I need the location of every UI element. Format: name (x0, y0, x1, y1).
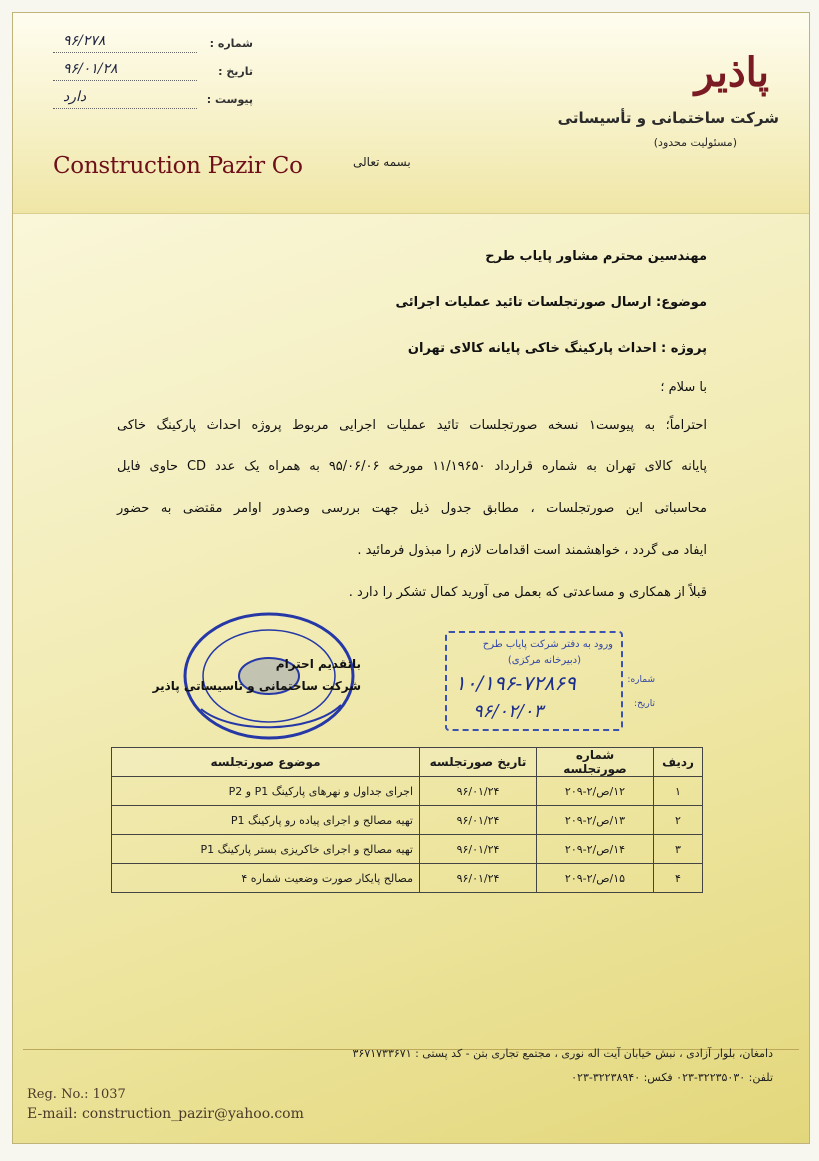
signature-block (153, 653, 361, 697)
cell-row: ۳ (654, 835, 703, 864)
dotted-line (53, 108, 197, 109)
table-row (112, 806, 703, 835)
cell-number: ۱۲/ص/۲-۲۰۹ (537, 777, 654, 806)
cell-number: ۱۵/ص/۲-۲۰۹ (537, 864, 654, 893)
cell-subject: اجرای جداول و نهرهای پارکینگ P1 و P2 (112, 777, 420, 806)
company-english-name: Construction Pazir Co (53, 153, 303, 179)
closing-line: قبلاً از همکاری و مساعدتی که بعمل می آورید کمال تشکر را دارد . (348, 585, 707, 600)
attachment-value: دارد (63, 89, 87, 105)
cell-subject: تهیه مصالح و اجرای پیاده رو پارکینگ P1 (112, 806, 420, 835)
cell-subject: مصالح پایکار صورت وضعیت شماره ۴ (112, 864, 420, 893)
addressee: مهندسین محترم مشاور پایاب طرح (485, 249, 707, 264)
cell-date: ۹۶/۰۱/۲۴ (420, 806, 537, 835)
receipt-stamp (445, 631, 655, 731)
dotted-line (53, 80, 197, 81)
stamp-date: ۹۶/۰۲/۰۳ (473, 701, 544, 722)
letter-number: ۹۶/۲۷۸ (63, 33, 106, 49)
table-row (112, 835, 703, 864)
cell-subject: تهیه مصالح و اجرای خاکریزی بستر پارکینگ P1 (112, 835, 420, 864)
letter-meta (53, 33, 253, 117)
company-logo-name: پاذیر (694, 49, 769, 96)
company-subtitle: شرکت ساختمانی و تأسیساتی (557, 109, 779, 127)
letter-page (12, 12, 810, 1144)
stamp-subtitle: (دبیرخانه مرکزی) (507, 655, 581, 666)
table-row (112, 777, 703, 806)
body-line: محاسباتی این صورتجلسات ، مطابق جدول ذیل جهت بررسی وصدور اوامر مقتضی به حضور (117, 501, 707, 516)
meta-attachment-row (53, 89, 253, 117)
body-line: احتراماً؛ به پیوست۱ نسخه صورتجلسات تائید عملیات اجرایی مربوط پروژه احداث پارکینگ خاکی (117, 418, 707, 433)
cell-date: ۹۶/۰۱/۲۴ (420, 835, 537, 864)
cell-number: ۱۴/ص/۲-۲۰۹ (537, 835, 654, 864)
date-label: تاریخ : (218, 65, 253, 78)
greeting: با سلام ؛ (660, 380, 707, 395)
cell-row: ۱ (654, 777, 703, 806)
table-row (112, 864, 703, 893)
stamp-number: ۱۰/۱۹۶-۷۲۸۶۹ (455, 671, 576, 695)
sign-respect: باتقدیم احترام (275, 657, 361, 671)
sign-company: شرکت ساختمانی و تاسیساتی پاذیر (152, 679, 361, 693)
stamp-title: ورود به دفتر شرکت پایاب طرح (482, 639, 613, 650)
footer-reg-no: Reg. No.: 1037 (27, 1087, 126, 1102)
cell-number: ۱۳/ص/۲-۲۰۹ (537, 806, 654, 835)
body-line: پایانه کالای تهران به شماره قرارداد ۱۱/۱۹۶۵۰ مورخه ۹۵/۰۶/۰۶ به همراه یک عدد CD حاوی فایل (117, 459, 708, 474)
footer-email: E-mail: construction_pazir@yahoo.com (27, 1106, 304, 1122)
number-label: شماره : (209, 37, 253, 50)
col-header-subject: موضوع صورتجلسه (112, 748, 420, 777)
letter-date: ۹۶/۰۱/۲۸ (63, 61, 118, 77)
project-line: پروژه : احداث پارکینگ خاکی پایانه کالای تهران (407, 341, 707, 356)
cell-date: ۹۶/۰۱/۲۴ (420, 777, 537, 806)
body-line: ایفاد می گردد ، خواهشمند است اقدامات لازم را مبذول فرمائید . (357, 543, 707, 558)
stamp-date-label: تاریخ: (634, 699, 655, 709)
company-liability: (مسئولیت محدود) (653, 136, 737, 149)
meta-date-row (53, 61, 253, 89)
col-header-row: ردیف (654, 748, 703, 777)
cell-row: ۴ (654, 864, 703, 893)
dotted-line (53, 52, 197, 53)
table-header-row (112, 748, 703, 777)
meta-number-row (53, 33, 253, 61)
cell-row: ۲ (654, 806, 703, 835)
minutes-table (111, 747, 703, 893)
stamp-number-label: شماره: (627, 675, 655, 685)
footer-address: دامغان، بلوار آزادی ، نبش خیابان آیت اله نوری ، مجتمع تجاری بتن - کد پستی : ۳۶۷۱۷۳۳۶۷۱ (352, 1047, 773, 1060)
col-header-number: شماره صورتجلسه (537, 748, 654, 777)
cell-date: ۹۶/۰۱/۲۴ (420, 864, 537, 893)
col-header-date: تاریخ صورتجلسه (420, 748, 537, 777)
footer-phone: تلفن: ۳۲۲۳۵۰۳۰-۰۲۳ فکس: ۳۲۲۳۸۹۴۰-۰۲۳ (571, 1071, 773, 1084)
subject-line: موضوع: ارسال صورتجلسات تائید عملیات اجرائی (395, 295, 707, 310)
basmala: بسمه تعالی (353, 155, 411, 169)
attachment-label: پیوست : (206, 93, 253, 106)
